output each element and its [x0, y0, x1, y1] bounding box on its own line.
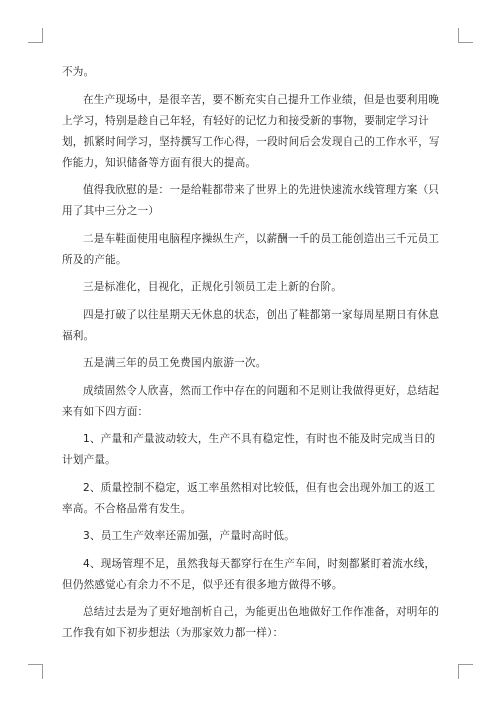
paragraph-10: 2、质量控制不稳定，返工率虽然相对比较低，但有也会出现外加工的返工率高。不合格品常有发生。 [62, 481, 436, 515]
paragraph-4: 二是车鞋面使用电脑程序操纵生产，以薪酬一千的员工能创造出三千元员工所及的产能。 [62, 232, 440, 266]
crop-mark-bottom-left [28, 664, 43, 679]
paragraph-1: 不为。 [62, 66, 95, 78]
paragraph-7: 五是满三年的员工免费国内旅游一次。 [83, 357, 267, 369]
paragraph-8: 成绩固然令人欣喜，然而工作中存在的问题和不足则让我做得更好，总结起来有如下四方面： [62, 384, 440, 418]
paragraph-9: 1、产量和产量波动较大，生产不具有稳定性，有时也不能及时完成当日的计划产量。 [62, 433, 436, 466]
paragraph-3: 值得我欣慰的是：一是给鞋都带来了世界上的先进快速流水线管理方案（只用了其中三分之一） [62, 184, 440, 217]
paragraph-12: 4、现场管理不足，虽然我每天都穿行在生产车间，时刻都紧盯着流水线，但仍然感觉心有余力不不足，似乎还有很多地方做得不够。 [62, 557, 436, 591]
paragraph-13: 总结过去是为了更好地剖析自己，为能更出色地做好工作作准备，对明年的工作我有如下初步想法（为那家效力都一样）： [62, 606, 440, 639]
crop-mark-top-right [458, 28, 473, 43]
paragraph-6: 四是打破了以往星期天无休息的状态，创出了鞋都第一家每周星期日有休息福利。 [62, 308, 440, 342]
paragraph-2: 在生产现场中，是很辛苦，要不断充实自己提升工作业绩，但是也要利用晚上学习，特别是趁自己年轻，有轻好的记忆力和接受新的事物，要制定学习计划，抓紧时间学习，坚持撰写工作心得，一段时间后会发现自己的工作水平，写作能力，知识储备等方面有很大的提高。 [62, 93, 440, 169]
document-body [62, 62, 444, 651]
crop-mark-bottom-right [458, 664, 473, 679]
paragraph-5: 三是标准化，目视化，正规化引领员工走上新的台阶。 [83, 281, 343, 293]
paragraph-11: 3、员工生产效率还需加强，产量时高时低。 [83, 530, 296, 542]
crop-mark-top-left [28, 28, 43, 43]
